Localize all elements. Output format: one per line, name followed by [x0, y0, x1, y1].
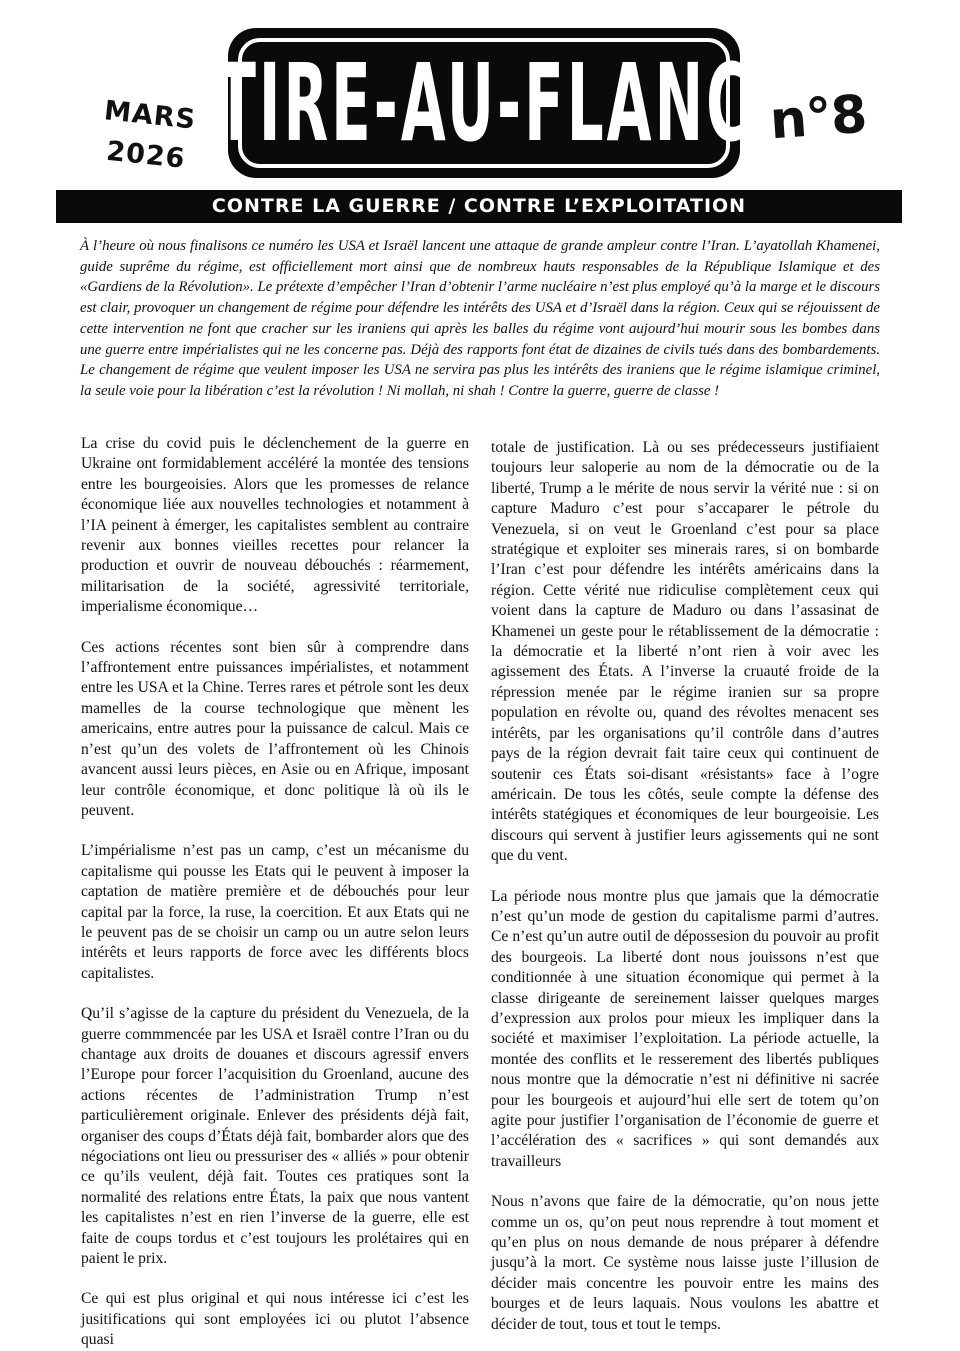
- body-paragraph: Nous n’avons que faire de la démocratie, qu’on nous jette comme un os, qu’on peut nous reprendre à tout moment et qu’en plus on nous demande de nous préparer à défendre jusqu’à la mort. Ce système nous laisse juste l’illusion de décider mais concentre les pouvoir entre les mains des bourges et de leurs laquais. Nous voulons les abattre et décider de tout, tous et tout le temps.: [491, 1193, 879, 1333]
- body-paragraph: totale de justification. Là ou ses prédecesseurs justifiaient toujours leur saloperie au nom de la démocratie ou de la liberté, Trump a le mérite de nous servir la vérité nue : si on capture Maduro c’est pour s’accaparer le pétrole du Venezuela, si on veut le Groenland c’est pour sa place stratégique et exploiter ses minerais rares, si on bombarde l’Iran c’est pour défendre les intérêts américains dans la région. Cette vérité nue ridiculise complètement ceux qui voient dans la capture de Maduro ou dans l’assasinat de Khamenei un geste pour le rétablissement de la démocratie : la démocratie et la liberté n’ont rien à voir avec les agissement des États. A l’inverse la cruauté froide de la répression menée par le régime iranien sur sa propre population en révolte ou, quand des révoltes menacent ses intérêts, par les organisations qu’il contrôle dans d’autres pays de la région devrait fait taire ceux qui continuent de soutenir ces États soi-disant «résistants» face à l’ogre américain. De tous les côtés, seule compte la défense des intérêts statégiques et économiques de leur bourgeoisie. Les discours qui servent à justifier leurs agissements qui ne sont que du vent.: [491, 439, 879, 865]
- publication-title: TIRE-AU-FLANC: [216, 40, 752, 166]
- title-logo-frame: [216, 38, 752, 168]
- body-paragraph: La période nous montre plus que jamais que la démocratie n’est qu’un mode de gestion du capitalisme parmi d’autres. Ce n’est qu’un autre outil de dépossesion du pouvoir au profit des bourgeois. La liberté dont nous jouissons n’est que conditionnée à une situation économique qui permet à la classe dirigeante de sereinement laisser quelques marges d’expression aux prolos pour mieux les impliquer dans la société et maximiser l’exploitation. La période actuelle, la montée des conflits et le resserement des libertés publiques nous montre que la démocratie n’est ni définitive ni sacrée pour les bourgeois et aujourd’hui elle sert de totem qu’on agite pour justifier l’organisation de l’économie de guerre et l’accélération des « sacrifices » qui sont demandés aux travailleurs: [491, 887, 879, 1170]
- body-paragraph: Ces actions récentes sont bien sûr à comprendre dans l’affrontement entre puissances impérialistes, et notamment entre les USA et la Chine. Terres rares et pétrole sont les deux mamelles de la course technologique que mènent les americains, entre autres pour la puissance de calcul. Mais ce n’est qu’un des volets de l’affrontement où les Chinois avancent aussi leurs pièces, en Asie ou en Afrique, imposant leur contrôle économique, et donc politique là où ils le peuvent.: [81, 638, 469, 819]
- body-paragraph: L’impérialisme n’est pas un camp, c’est un mécanisme du capitalisme qui pousse les Etats qui le peuvent à imposer la captation de matière première et de débouchés pour leur capital par la force, la ruse, la coercition. Et aux Etats qui ne le peuvent pas de se choisir un camp ou un autre selon leurs intérêts et leurs rapports de force avec les différents blocs capitalistes.: [81, 842, 469, 982]
- title-logo: [216, 28, 752, 178]
- body-paragraph: Qu’il s’agisse de la capture du président du Venezuela, de la guerre commmencée par les USA et Israël contre l’Iran ou du chantage aux droits de douanes et discours agressif envers l’Europe pour forcer l’acquisition du Groenland, aucune des actions récentes de l’administration Trump n’est particulièrement originale. Enlever des présidents déjà fait, organiser des coups d’États déjà fait, bombarder alors que des négociations ont lieu ou pressuriser des « alliés » pour obtenir ce qu’ils veulent, déjà fait. Toutes ces pratiques sont la normalité des relations entre États, la paix que nous vantent les capitalistes n’est en rien l’inverse de la guerre, elle est faite de coups tordus et c’est toujours les prolétaires qui en paient le prix.: [81, 1005, 469, 1268]
- left-column: [81, 434, 469, 1349]
- masthead: [0, 0, 960, 232]
- body-paragraph: Ce qui est plus original et qui nous intéresse ici c’est les jusitifications qui sont employées ici ou plutot l’absence quasi: [81, 1290, 469, 1349]
- issue-date: MARS 2026: [102, 95, 198, 175]
- body-paragraph: La crise du covid puis le déclenchement de la guerre en Ukraine ont formidablement accéléré la montée des tensions entre les bourgeoisies. Alors que les promesses de relance économique liée aux nouvelles technologies et notamment à l’IA peinent à émerger, les capitalistes semblent au contraire revenir aux bonnes vieilles recettes pour relancer la production et ouvrir de nouveau débouchés : réarmement, militarisation de la société, agressivité territoriale, imperialisme économique…: [81, 435, 469, 616]
- slogan-banner: CONTRE LA GUERRE / CONTRE L’EXPLOITATION: [56, 190, 902, 223]
- issue-number: n°8: [767, 84, 869, 152]
- intro-paragraph: À l’heure où nous finalisons ce numéro les USA et Israël lancent une attaque de grande ampleur contre l’Iran. L’ayatollah Khamenei, guide suprême du régime, est officiellement mort ainsi que de nombreux hauts responsables de la République Islamique et des «Gardiens de la Révolution». Le prétexte d’empêcher l’Iran d’obtenir l’arme nucléaire n’est plus employé qu’à la marge et le discours est clair, provoquer un changement de régime pour défendre les intérêts des USA et d’Israël dans la région. Ceux qui se réjouissent de cette intervention ne font que cracher sur les iraniens qui après les balles du régime vont aujourd’hui mourir sous les bombes dans une guerre entre impérialistes qui ne les concerne pas. Déjà des rapports font état de dizaines de civils tués dans des bombardements. Le changement de régime que veulent imposer les USA ne servira pas plus les intérêts des iraniens que le régime islamique criminel, la seule voie pour la libération c’est la révolution ! Ni mollah, ni shah ! Contre la guerre, guerre de classe !: [80, 238, 880, 399]
- right-column: [491, 438, 879, 1333]
